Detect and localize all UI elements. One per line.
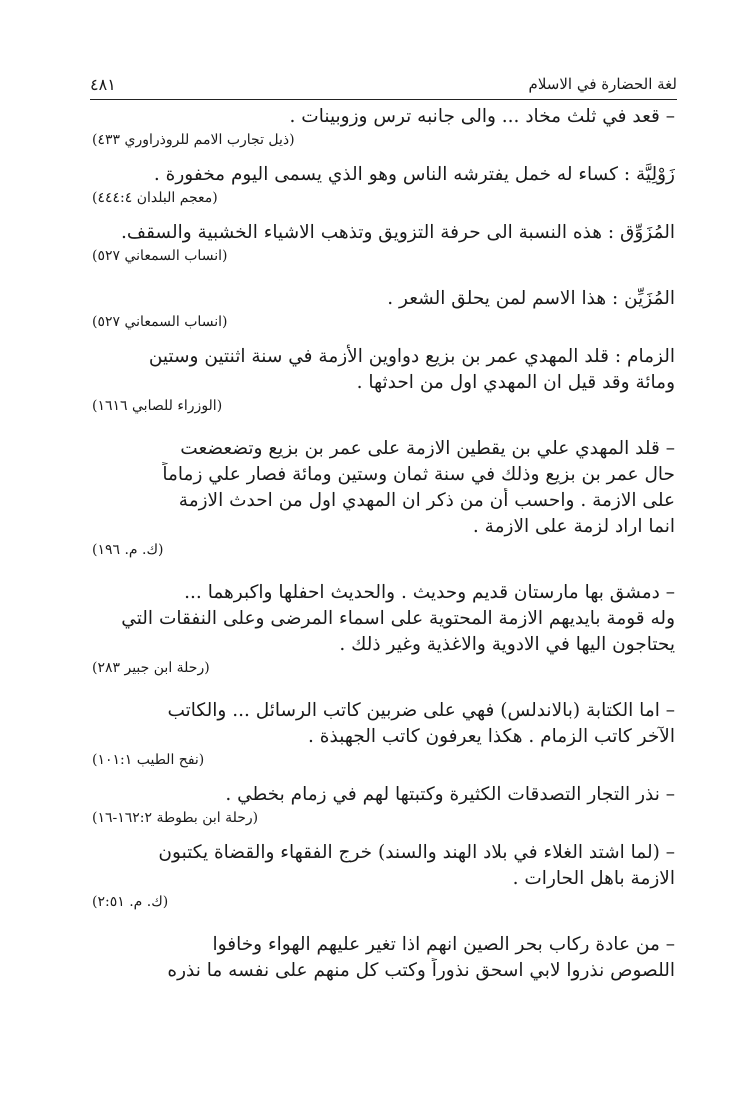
text-line: يحتاجون اليها في الادوية والاغذية وغير ذلك . [339, 634, 675, 655]
text-line: – دمشق بها مارستان قديم وحديث . والحديث احفلها واكبرهما ... [184, 582, 675, 603]
source-citation: (رحلة ابن جبير ٢٨٣) [92, 660, 210, 676]
text-line: ومائة وقد قيل ان المهدي اول من احدثها . [356, 372, 675, 393]
entry [92, 782, 675, 828]
source-citation: (انساب السمعاني ٥٢٧) [92, 248, 228, 264]
text-line: المُزَوِّق : هذه النسبة الى حرفة التزويق وتذهب الاشياء الخشبية والسقف. [121, 222, 675, 243]
page-number: ٤٨١ [90, 74, 116, 94]
text-line: اللصوص نذروا لابي اسحق نذوراً وكتب كل منهم على نفسه ما نذره [167, 960, 675, 981]
entry [92, 286, 675, 332]
text-line: – من عادة ركاب بحر الصين انهم اذا تغير عليهم الهواء وخافوا [212, 934, 675, 955]
text-line: الزمام : قلد المهدي عمر بن بزيع دواوين الأزمة في سنة اثنتين وستين [148, 346, 675, 367]
header-rule [90, 99, 677, 100]
source-citation: (نفح الطيب ١٠١:١) [92, 752, 205, 768]
text-line: الآخر كاتب الزمام . هكذا يعرفون كاتب الجهبذة . [308, 726, 675, 747]
text-line: – قعد في ثلث مخاد ... والى جانبه ترس وزوبينات . [289, 106, 675, 127]
text-line: – اما الكتابة (بالاندلس) فهي على ضربين كاتب الرسائل ... والكاتب [167, 700, 675, 721]
source-citation: (ك. م. ٢:٥١) [92, 894, 169, 910]
page-header [90, 70, 677, 98]
entry [92, 932, 675, 984]
entry [92, 344, 675, 416]
entry [92, 436, 675, 560]
text-line: – قلد المهدي علي بن يقطين الازمة على عمر بن بزيع وتضعضعت [180, 438, 675, 459]
text-line: – نذر التجار التصدقات الكثيرة وكتبتها لهم في زمام بخطي . [225, 784, 675, 805]
source-citation: (انساب السمعاني ٥٢٧) [92, 314, 228, 330]
text-line: – (لما اشتد الغلاء في بلاد الهند والسند) خرج الفقهاء والقضاة يكتبون [158, 842, 675, 863]
entry [92, 840, 675, 912]
entry [92, 104, 675, 150]
source-citation: (ذيل تجارب الامم للروذراوري ٤٣٣) [92, 132, 295, 148]
text-line: وله قومة بايديهم الازمة المحتوية على اسماء المرضى وعلى النفقات التي [121, 608, 675, 629]
text-line: انما اراد لزمة على الازمة . [472, 516, 675, 537]
text-line: على الازمة . واحسب أن من ذكر ان المهدي اول من احدث الازمة [178, 490, 675, 511]
source-citation: (معجم البلدان ٤٤٤:٤) [92, 190, 218, 206]
entry [92, 162, 675, 208]
entry [92, 220, 675, 266]
source-citation: (الوزراء للصابي ١٦١٦) [92, 398, 223, 414]
source-citation: (رحلة ابن بطوطة ١٦٢:٢-١٦) [92, 810, 259, 826]
source-citation: (ك. م. ١٩٦) [92, 542, 164, 558]
text-line: المُزَيِّن : هذا الاسم لمن يحلق الشعر . [387, 288, 675, 309]
text-line: زَوْلِيَّة : كساء له خمل يفترشه الناس وهو الذي يسمى اليوم مخفورة . [153, 164, 675, 185]
entry [92, 580, 675, 678]
text-line: حال عمر بن بزيع وذلك في سنة ثمان وستين ومائة فصار علي زماماً [162, 464, 675, 485]
page-body [92, 104, 675, 984]
running-title: لغة الحضارة في الاسلام [528, 75, 677, 93]
entry [92, 698, 675, 770]
text-line: الازمة باهل الحارات . [512, 868, 675, 889]
